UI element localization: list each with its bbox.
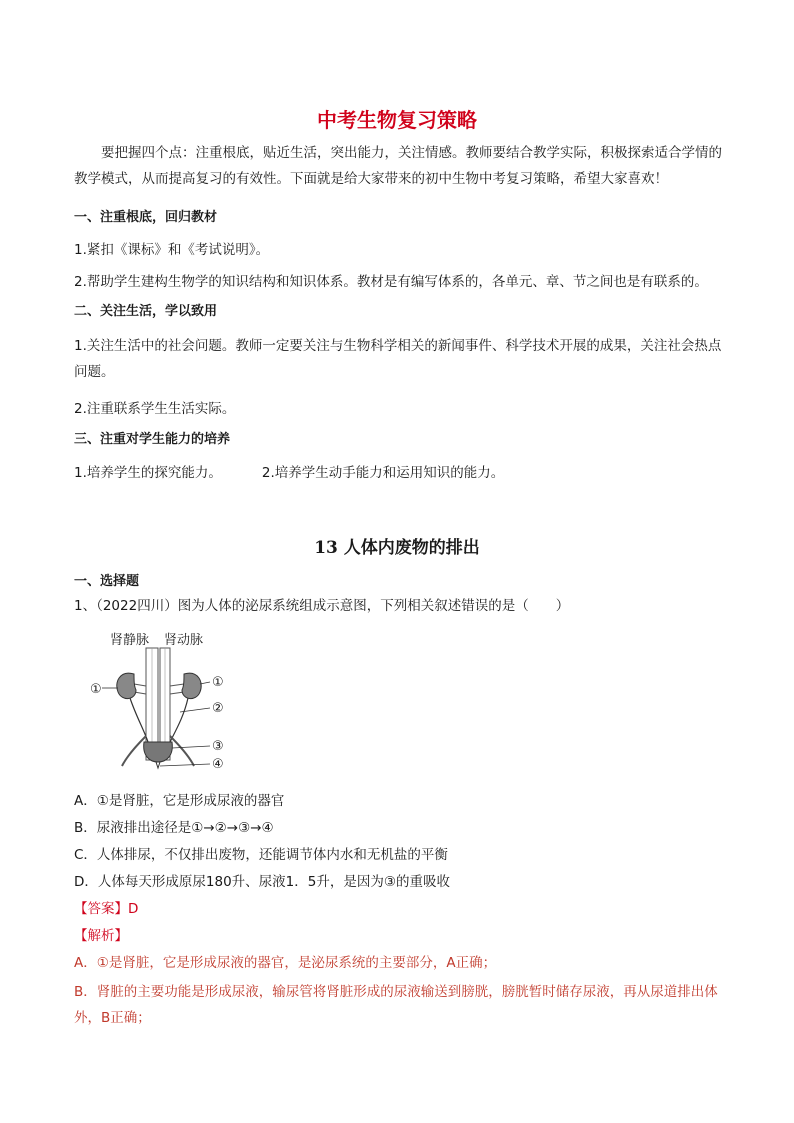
- marker-3: ③: [212, 739, 224, 754]
- section-heading-3: 三、注重对学生能力的培养: [74, 432, 231, 447]
- option-a: A．①是肾脏，它是形成尿液的器官: [74, 793, 285, 809]
- chapter-title: 13 人体内废物的排出: [314, 538, 480, 558]
- analysis-label: 【解析】: [74, 928, 128, 944]
- intro-paragraph: 要把握四个点：注重根底，贴近生活，突出能力，关注情感。教师要结合教学实际，积极探索适合学情的教学模式，从而提高复习的有效性。下面就是给大家带来的初中生物中考复习策略，希望大家喜欢！: [74, 145, 722, 187]
- left-kidney: [117, 673, 136, 698]
- analysis-b: B．肾脏的主要功能是形成尿液，输尿管将肾脏形成的尿液输送到膀胱，膀胱暂时储存尿液，再从尿道排出体外，B正确；: [74, 984, 718, 1026]
- section-heading-1: 一、注重根底，回归教材: [74, 210, 218, 225]
- option-d: D．人体每天形成原尿180升、尿液1．5升，是因为③的重吸收: [74, 874, 450, 890]
- marker-1-right: ①: [212, 675, 224, 690]
- right-kidney: [182, 673, 201, 698]
- question-stem: 1、（2022四川）图为人体的泌尿系统组成示意图，下列相关叙述错误的是（ ）: [74, 598, 570, 614]
- analysis-a: A．①是肾脏，它是形成尿液的器官，是泌尿系统的主要部分，A正确；: [74, 955, 497, 971]
- answer-label: 【答案】D: [74, 901, 139, 917]
- urethra: [156, 762, 160, 768]
- right-ureter: [170, 698, 188, 742]
- section-2-item-1: 1.关注生活中的社会问题。教师一定要关注与生物科学相关的新闻事件、科学技术开展的成果，关注社会热点问题。: [74, 338, 722, 380]
- option-c: C．人体排尿，不仅排出废物，还能调节体内水和无机盐的平衡: [74, 847, 448, 863]
- marker-2: ②: [212, 701, 224, 716]
- urinary-system-diagram: [84, 626, 254, 776]
- section-3-items: [74, 460, 734, 486]
- section-1-item-2: 2.帮助学生建构生物学的知识结构和知识体系。教材是有编写体系的，各单元、章、节之间也是有联系的。: [74, 274, 708, 290]
- section-3-item-2: 2.培养学生动手能力和运用知识的能力。: [261, 465, 505, 481]
- option-b: B．尿液排出途径是①→②→③→④: [74, 820, 274, 836]
- renal-artery-label: 肾动脉: [164, 633, 204, 648]
- section-heading-2: 二、关注生活，学以致用: [74, 304, 218, 319]
- section-2-item-2: 2.注重联系学生生活实际。: [74, 401, 236, 417]
- marker-4: ④: [212, 757, 224, 772]
- section-3-item-1: 1.培养学生的探究能力。: [74, 465, 222, 481]
- renal-vein-label: 肾静脉: [110, 633, 150, 648]
- question-section-heading: 一、选择题: [74, 574, 140, 589]
- marker-1-left: ①: [90, 682, 102, 697]
- page-title: 中考生物复习策略: [317, 108, 477, 132]
- section-1-item-1: 1.紧扣《课标》和《考试说明》。: [74, 242, 270, 258]
